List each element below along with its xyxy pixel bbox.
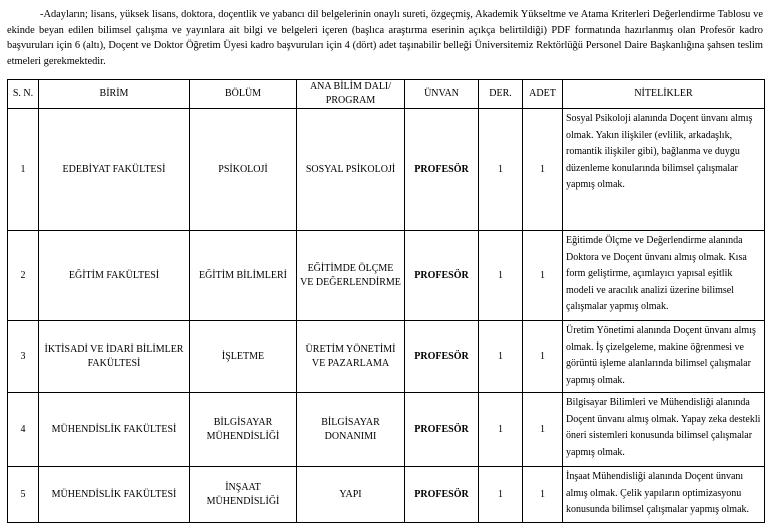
cell-birim: MÜHENDİSLİK FAKÜLTESİ [39, 467, 190, 523]
cell-der: 1 [479, 393, 523, 467]
cell-unvan: PROFESÖR [405, 393, 479, 467]
table-row [8, 393, 765, 467]
table-row [8, 109, 765, 231]
cell-unvan: PROFESÖR [405, 231, 479, 321]
cell-adet: 1 [523, 321, 563, 393]
header-nitelikler: NİTELİKLER [563, 80, 765, 109]
cell-nitelikler: Eğitimde Ölçme ve Değerlendirme alanında Doktora ve Doçent ünvanı almış olmak. Kısa form geliştirme, açımlayıcı yapısal eşitlik modeli ve aracılık analizi üzerine bilimsel çalışmalar yapmış olmak. [563, 231, 765, 321]
cell-unvan: PROFESÖR [405, 321, 479, 393]
cell-birim: EĞİTİM FAKÜLTESİ [39, 231, 190, 321]
header-unvan: ÜNVAN [405, 80, 479, 109]
cell-adet: 1 [523, 109, 563, 231]
cell-birim: EDEBİYAT FAKÜLTESİ [39, 109, 190, 231]
cell-der: 1 [479, 109, 523, 231]
table-header-row [8, 80, 765, 109]
header-birim: BİRİM [39, 80, 190, 109]
cell-sn: 1 [8, 109, 39, 231]
cell-der: 1 [479, 467, 523, 523]
cell-bolum: İNŞAAT MÜHENDİSLİĞİ [190, 467, 297, 523]
table-row [8, 321, 765, 393]
cell-sn: 4 [8, 393, 39, 467]
positions-table [7, 79, 765, 523]
cell-der: 1 [479, 231, 523, 321]
instructions-paragraph: -Adayların; lisans, yüksek lisans, doktora, doçentlik ve yabancı dil belgelerinin onaylı sureti, özgeçmiş, Akademik Yükseltme ve Atama Kriterleri Değerlendirme Tablosu ve ekinde beyan edilen bilimsel çalışma ve yayınlara ait bilgi ve belgeleri içeren (başlıca araştırma eserinin açıkça belirtildiği) PDF formatında hazırlanmış olan Profesör kadro başvuruları için 6 (altı), Doçent ve Doktor Öğretim Üyesi kadro başvuruları için 4 (dört) adet taşınabilir belleği Üniversitemiz Rektörlüğü Personel Daire Başkanlığına şahsen teslim etmeleri gerekmektedir. [7, 9, 763, 67]
header-der: DER. [479, 80, 523, 109]
cell-anabilim: EĞİTİMDE ÖLÇME VE DEĞERLENDİRME [297, 231, 405, 321]
cell-sn: 2 [8, 231, 39, 321]
cell-nitelikler: Bilgisayar Bilimleri ve Mühendisliği alanında Doçent ünvanı almış olmak. Yapay zeka destekli öneri sistemleri konusunda bilimsel çalışmalar yapmış olmak. [563, 393, 765, 467]
cell-sn: 5 [8, 467, 39, 523]
cell-adet: 1 [523, 393, 563, 467]
cell-birim: İKTİSADİ VE İDARİ BİLİMLER FAKÜLTESİ [39, 321, 190, 393]
cell-der: 1 [479, 321, 523, 393]
cell-adet: 1 [523, 231, 563, 321]
cell-anabilim: ÜRETİM YÖNETİMİ VE PAZARLAMA [297, 321, 405, 393]
cell-unvan: PROFESÖR [405, 467, 479, 523]
application-instructions [7, 7, 763, 69]
table-row [8, 231, 765, 321]
header-anabilim: ANA BİLİM DALI/ PROGRAM [297, 80, 405, 109]
cell-bolum: İŞLETME [190, 321, 297, 393]
cell-anabilim: SOSYAL PSİKOLOJİ [297, 109, 405, 231]
cell-unvan: PROFESÖR [405, 109, 479, 231]
cell-bolum: PSİKOLOJİ [190, 109, 297, 231]
header-sn: S. N. [8, 80, 39, 109]
cell-nitelikler: İnşaat Mühendisliği alanında Doçent ünvanı almış olmak. Çelik yapıların optimizasyonu konusunda bilimsel çalışmalar yapmış olmak. [563, 467, 765, 523]
cell-bolum: BİLGİSAYAR MÜHENDİSLİĞİ [190, 393, 297, 467]
cell-adet: 1 [523, 467, 563, 523]
cell-birim: MÜHENDİSLİK FAKÜLTESİ [39, 393, 190, 467]
cell-bolum: EĞİTİM BİLİMLERİ [190, 231, 297, 321]
cell-nitelikler: Üretim Yönetimi alanında Doçent ünvanı almış olmak. İş çizelgeleme, makine öğrenmesi ve görüntü işleme alanlarında bilimsel çalışmalar yapmış olmak. [563, 321, 765, 393]
header-bolum: BÖLÜM [190, 80, 297, 109]
header-adet: ADET [523, 80, 563, 109]
cell-anabilim: BİLGİSAYAR DONANIMI [297, 393, 405, 467]
cell-sn: 3 [8, 321, 39, 393]
table-row [8, 467, 765, 523]
cell-anabilim: YAPI [297, 467, 405, 523]
cell-nitelikler: Sosyal Psikoloji alanında Doçent ünvanı almış olmak. Yakın ilişkiler (evlilik, arkadaşlık, romantik ilişkiler gibi), bağlanma ve duygu düzenleme konularında bilimsel çalışmalar yapmış olmak. [563, 109, 765, 231]
